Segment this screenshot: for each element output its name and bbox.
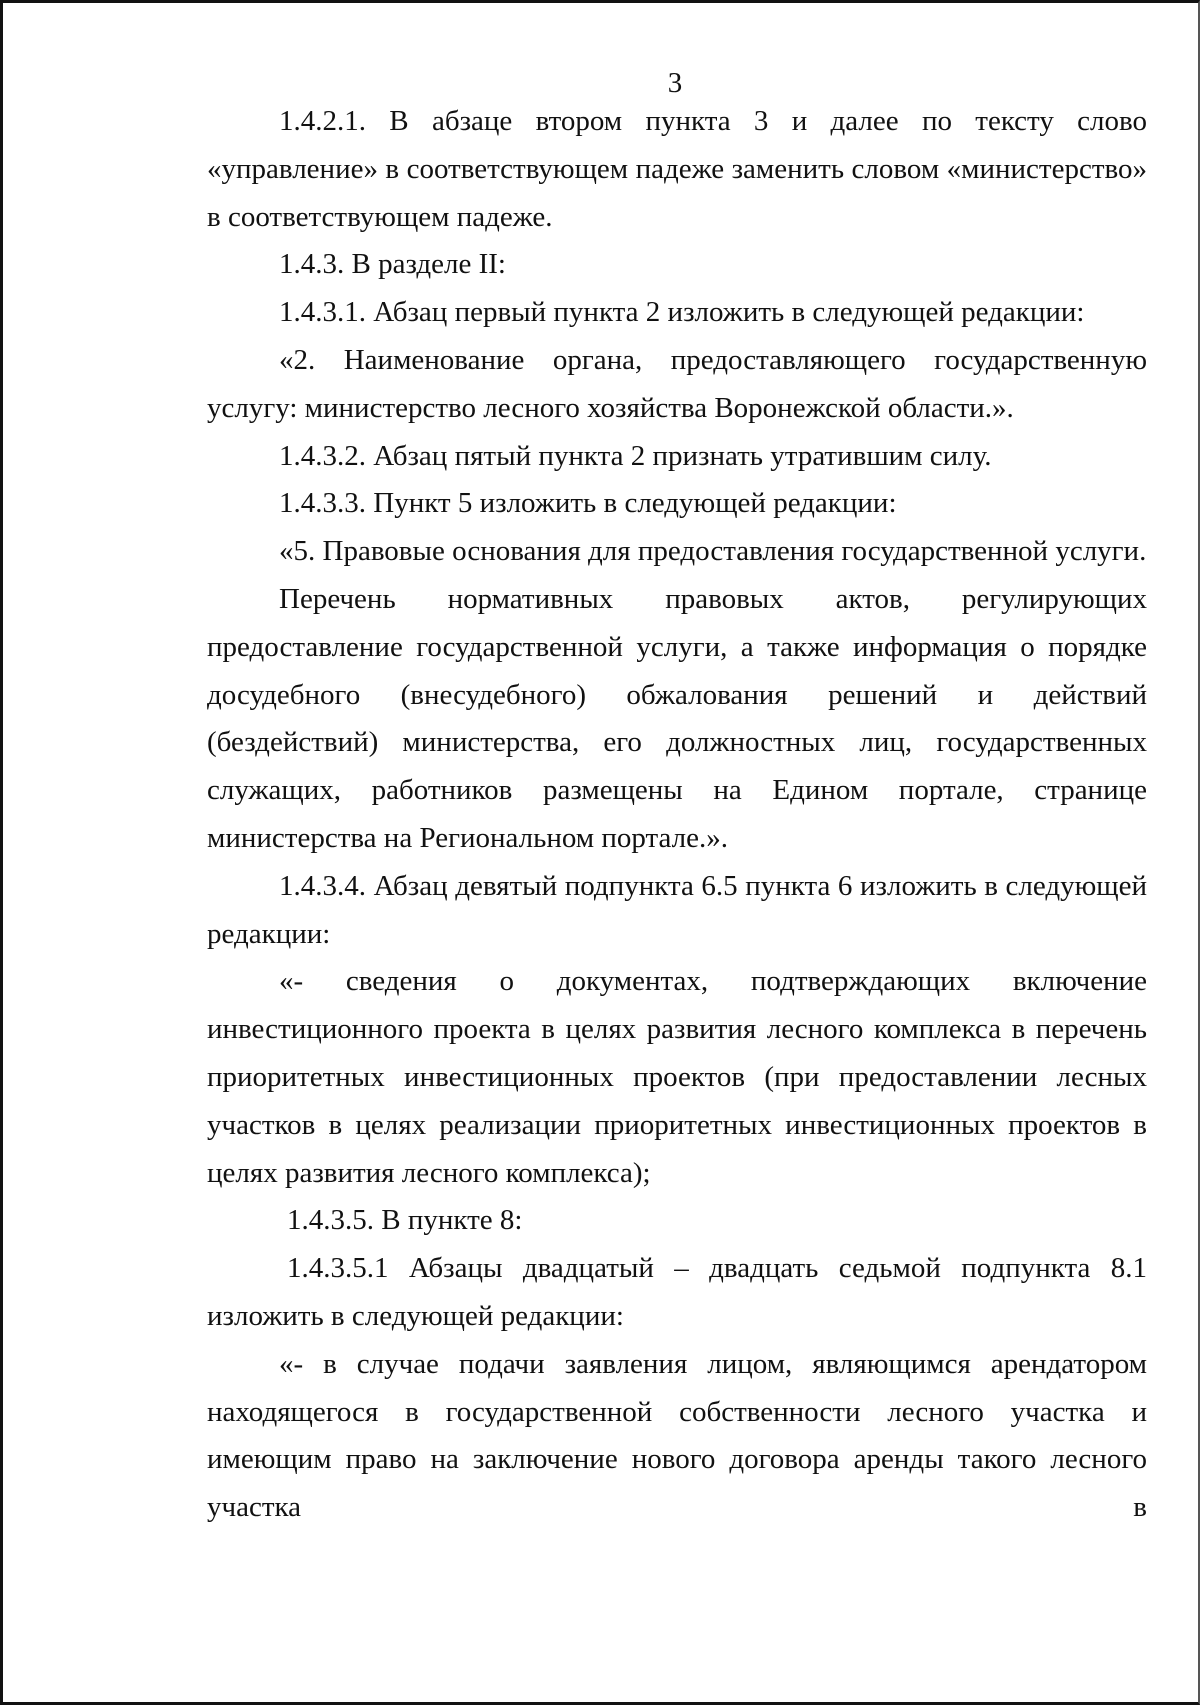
page-number: 3 — [667, 67, 683, 99]
quoted-paragraph-item-5: «5. Правовые основания для предоставления государственной услуги. — [279, 535, 1147, 568]
paragraph-1-4-3-3: 1.4.3.3. Пункт 5 изложить в следующей редакции: — [279, 487, 897, 520]
quoted-paragraph-investment-project: «- сведения о документах, подтверждающих включение инвестиционного проекта в целях развития лесного комплекса в перечень приоритетных инвестиционных проектов (при предоставлении лесных участков в целях реализации приоритетных инвестиционных проектов в целях развития лесного комплекса); — [207, 965, 1147, 1189]
paragraph-regulatory-acts: Перечень нормативных правовых актов, регулирующих предоставление государственной услуги, а также информация о порядке досудебного (внесудебного) обжалования решений и действий (бездействий) министерства, его должностных лиц, государственных служащих, работников размещены на Едином портале, странице министерства на Региональном портале.». — [207, 582, 1147, 854]
document-body — [207, 98, 1147, 1532]
paragraph-1-4-2-1: 1.4.2.1. В абзаце втором пункта 3 и далее по тексту слово «управление» в соответствующем падеже заменить словом «министерство» в соответствующем падеже. — [207, 105, 1147, 233]
quoted-paragraph-lease-renewal: «- в случае подачи заявления лицом, являющимся арендатором находящегося в государственной собственности лесного участка и имеющим право на заключение нового договора аренды такого лесного участка в — [207, 1347, 1147, 1524]
paragraph-1-4-3: 1.4.3. В разделе II: — [279, 248, 506, 281]
quoted-paragraph-item-2: «2. Наименование органа, предоставляющего государственную услугу: министерство лесного хозяйства Воронежской области.». — [207, 343, 1147, 424]
paragraph-1-4-3-5: 1.4.3.5. В пункте 8: — [287, 1204, 523, 1237]
paragraph-1-4-3-2: 1.4.3.2. Абзац пятый пункта 2 признать утратившим силу. — [279, 439, 992, 472]
paragraph-1-4-3-1: 1.4.3.1. Абзац первый пункта 2 изложить в следующей редакции: — [279, 296, 1085, 329]
paragraph-1-4-3-5-1: 1.4.3.5.1 Абзацы двадцатый – двадцать седьмой подпункта 8.1 изложить в следующей редакции: — [207, 1252, 1147, 1332]
paragraph-1-4-3-4: 1.4.3.4. Абзац девятый подпункта 6.5 пункта 6 изложить в следующей редакции: — [207, 869, 1147, 950]
